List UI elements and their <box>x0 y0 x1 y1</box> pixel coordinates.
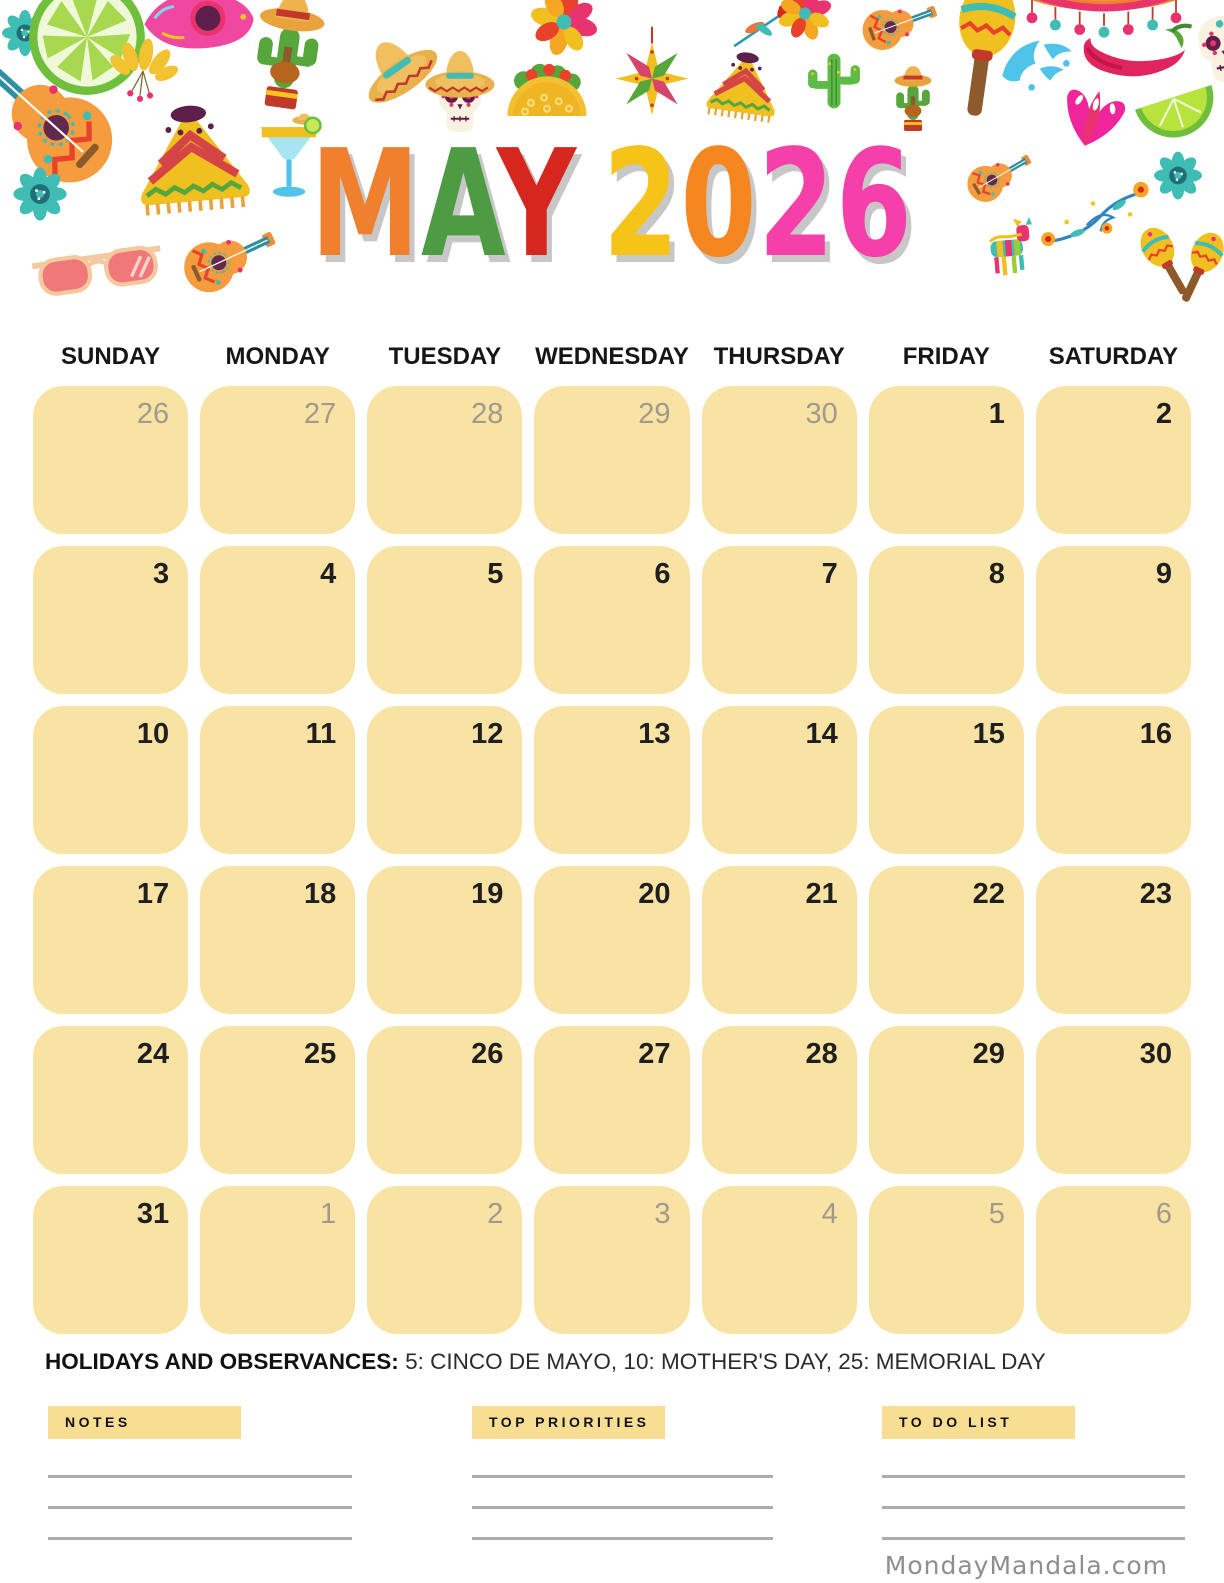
date-cell-27 <box>534 1026 689 1174</box>
date-cell-29-outside <box>534 386 689 534</box>
date-cell-25 <box>200 1026 355 1174</box>
to-do-list-lines <box>882 1475 1185 1540</box>
date-number: 5 <box>487 558 504 590</box>
date-cell-28 <box>702 1026 857 1174</box>
date-number: 8 <box>988 558 1005 590</box>
date-cell-31 <box>33 1186 188 1334</box>
date-cell-7 <box>702 546 857 694</box>
date-cell-1 <box>869 386 1024 534</box>
date-cell-22 <box>869 866 1024 1014</box>
date-cell-13 <box>534 706 689 854</box>
day-header-row <box>33 343 1191 370</box>
date-number: 7 <box>821 558 838 590</box>
holidays-text: 5: CINCO DE MAYO, 10: MOTHER'S DAY, 25: MEMORIAL DAY <box>398 1349 1046 1374</box>
ruled-line <box>48 1506 352 1509</box>
date-number: 23 <box>1139 878 1172 910</box>
date-cell-2 <box>1036 386 1191 534</box>
sunglasses-icon <box>26 231 169 309</box>
title-letter: M <box>310 118 421 290</box>
title-letter: Y <box>496 118 578 290</box>
date-number: 26 <box>136 398 170 430</box>
date-number: 10 <box>136 718 170 750</box>
title-letter: 2 <box>758 118 836 290</box>
holidays-label: HOLIDAYS AND OBSERVANCES: <box>45 1349 399 1374</box>
ruled-line <box>882 1537 1185 1540</box>
title-letter: A <box>420 118 497 290</box>
date-cell-4-outside <box>702 1186 857 1334</box>
date-cell-3-outside <box>534 1186 689 1334</box>
title-letter: 2 <box>602 118 681 290</box>
date-cell-27-outside <box>200 386 355 534</box>
date-number: 3 <box>153 558 170 590</box>
ruled-line <box>48 1475 352 1478</box>
chili-icon <box>1078 20 1196 82</box>
top-priorities-lines <box>472 1475 773 1540</box>
date-cell-16 <box>1036 706 1191 854</box>
date-number: 24 <box>136 1038 170 1070</box>
date-cell-6 <box>534 546 689 694</box>
date-cell-30-outside <box>702 386 857 534</box>
date-number: 28 <box>805 1038 838 1070</box>
date-cell-19 <box>367 866 522 1014</box>
day-header-monday: MONDAY <box>225 343 330 370</box>
date-number: 30 <box>1139 1038 1172 1070</box>
date-cell-2-outside <box>367 1186 522 1334</box>
date-cell-6-outside <box>1036 1186 1191 1334</box>
date-number: 3 <box>654 1198 671 1230</box>
page-title <box>159 118 1065 290</box>
date-cell-3 <box>33 546 188 694</box>
site-credit: MondayMandala.com <box>884 1551 1168 1580</box>
ruled-line <box>472 1537 773 1540</box>
date-number: 28 <box>471 398 504 430</box>
date-number: 6 <box>1155 1198 1172 1230</box>
notes-label: NOTES <box>48 1406 241 1439</box>
date-cell-5 <box>367 546 522 694</box>
bottom-sections <box>0 1406 1224 1540</box>
teal-flower-icon <box>1152 148 1204 203</box>
date-number: 30 <box>805 398 838 430</box>
day-header-tuesday: TUESDAY <box>388 343 502 370</box>
to-do-list-section <box>882 1406 1185 1568</box>
date-number: 4 <box>320 558 337 590</box>
date-number: 19 <box>471 878 504 910</box>
header-banner <box>0 0 1224 310</box>
date-cell-8 <box>869 546 1024 694</box>
date-cell-30 <box>1036 1026 1191 1174</box>
date-number: 12 <box>471 718 504 750</box>
date-number: 31 <box>136 1198 170 1230</box>
date-cell-26-outside <box>33 386 188 534</box>
date-cell-26 <box>367 1026 522 1174</box>
date-number: 29 <box>972 1038 1005 1070</box>
ruled-line <box>882 1475 1185 1478</box>
date-cell-4 <box>200 546 355 694</box>
date-number: 16 <box>1139 718 1172 750</box>
top-priorities-label: TOP PRIORITIES <box>472 1406 665 1439</box>
date-cell-11 <box>200 706 355 854</box>
notes-section <box>48 1406 352 1568</box>
teal-flower-icon <box>10 165 70 223</box>
date-cell-9 <box>1036 546 1191 694</box>
title-letter: 0 <box>680 118 759 290</box>
date-number: 13 <box>638 718 671 750</box>
calendar-grid <box>33 386 1191 1334</box>
to-do-list-label: TO DO LIST <box>882 1406 1075 1439</box>
date-cell-28-outside <box>367 386 522 534</box>
ruled-line <box>48 1537 352 1540</box>
cactus-icon <box>798 45 870 117</box>
date-number: 22 <box>972 878 1005 910</box>
date-number: 9 <box>1155 558 1172 590</box>
date-cell-20 <box>534 866 689 1014</box>
date-number: 1 <box>320 1198 337 1230</box>
date-number: 14 <box>805 718 838 750</box>
date-number: 21 <box>805 878 838 910</box>
date-cell-18 <box>200 866 355 1014</box>
day-header-thursday: THURSDAY <box>713 343 845 370</box>
date-number: 5 <box>988 1198 1005 1230</box>
ruled-line <box>472 1475 773 1478</box>
date-number: 18 <box>304 878 337 910</box>
day-header-saturday: SATURDAY <box>1048 343 1179 370</box>
title-letter: 6 <box>835 118 914 290</box>
date-cell-12 <box>367 706 522 854</box>
ruled-line <box>472 1506 773 1509</box>
date-cell-21 <box>702 866 857 1014</box>
date-number: 17 <box>136 878 170 910</box>
date-cell-24 <box>33 1026 188 1174</box>
taco-icon <box>503 57 591 120</box>
date-cell-14 <box>702 706 857 854</box>
date-number: 20 <box>638 878 671 910</box>
top-priorities-section <box>472 1406 773 1568</box>
date-cell-29 <box>869 1026 1024 1174</box>
date-cell-23 <box>1036 866 1191 1014</box>
date-number: 27 <box>638 1038 671 1070</box>
day-header-sunday: SUNDAY <box>61 343 161 370</box>
date-cell-1-outside <box>200 1186 355 1334</box>
day-header-wednesday: WEDNESDAY <box>535 343 689 370</box>
date-number: 11 <box>305 718 337 750</box>
date-number: 2 <box>1155 398 1172 430</box>
date-cell-15 <box>869 706 1024 854</box>
holidays-line <box>45 1348 1191 1376</box>
notes-lines <box>48 1475 352 1540</box>
date-number: 29 <box>638 398 671 430</box>
ruled-line <box>882 1506 1185 1509</box>
flower-icon <box>520 0 607 64</box>
date-number: 26 <box>471 1038 504 1070</box>
lime-wedge-icon <box>1128 72 1224 152</box>
day-header-friday: FRIDAY <box>902 343 990 370</box>
date-number: 27 <box>304 398 337 430</box>
papel-star-icon <box>617 24 687 122</box>
date-cell-5-outside <box>869 1186 1024 1334</box>
date-number: 4 <box>821 1198 838 1230</box>
date-number: 6 <box>654 558 671 590</box>
date-number: 1 <box>988 398 1005 430</box>
date-cell-17 <box>33 866 188 1014</box>
date-number: 15 <box>972 718 1005 750</box>
date-cell-10 <box>33 706 188 854</box>
date-number: 2 <box>487 1198 504 1230</box>
date-number: 25 <box>304 1038 337 1070</box>
